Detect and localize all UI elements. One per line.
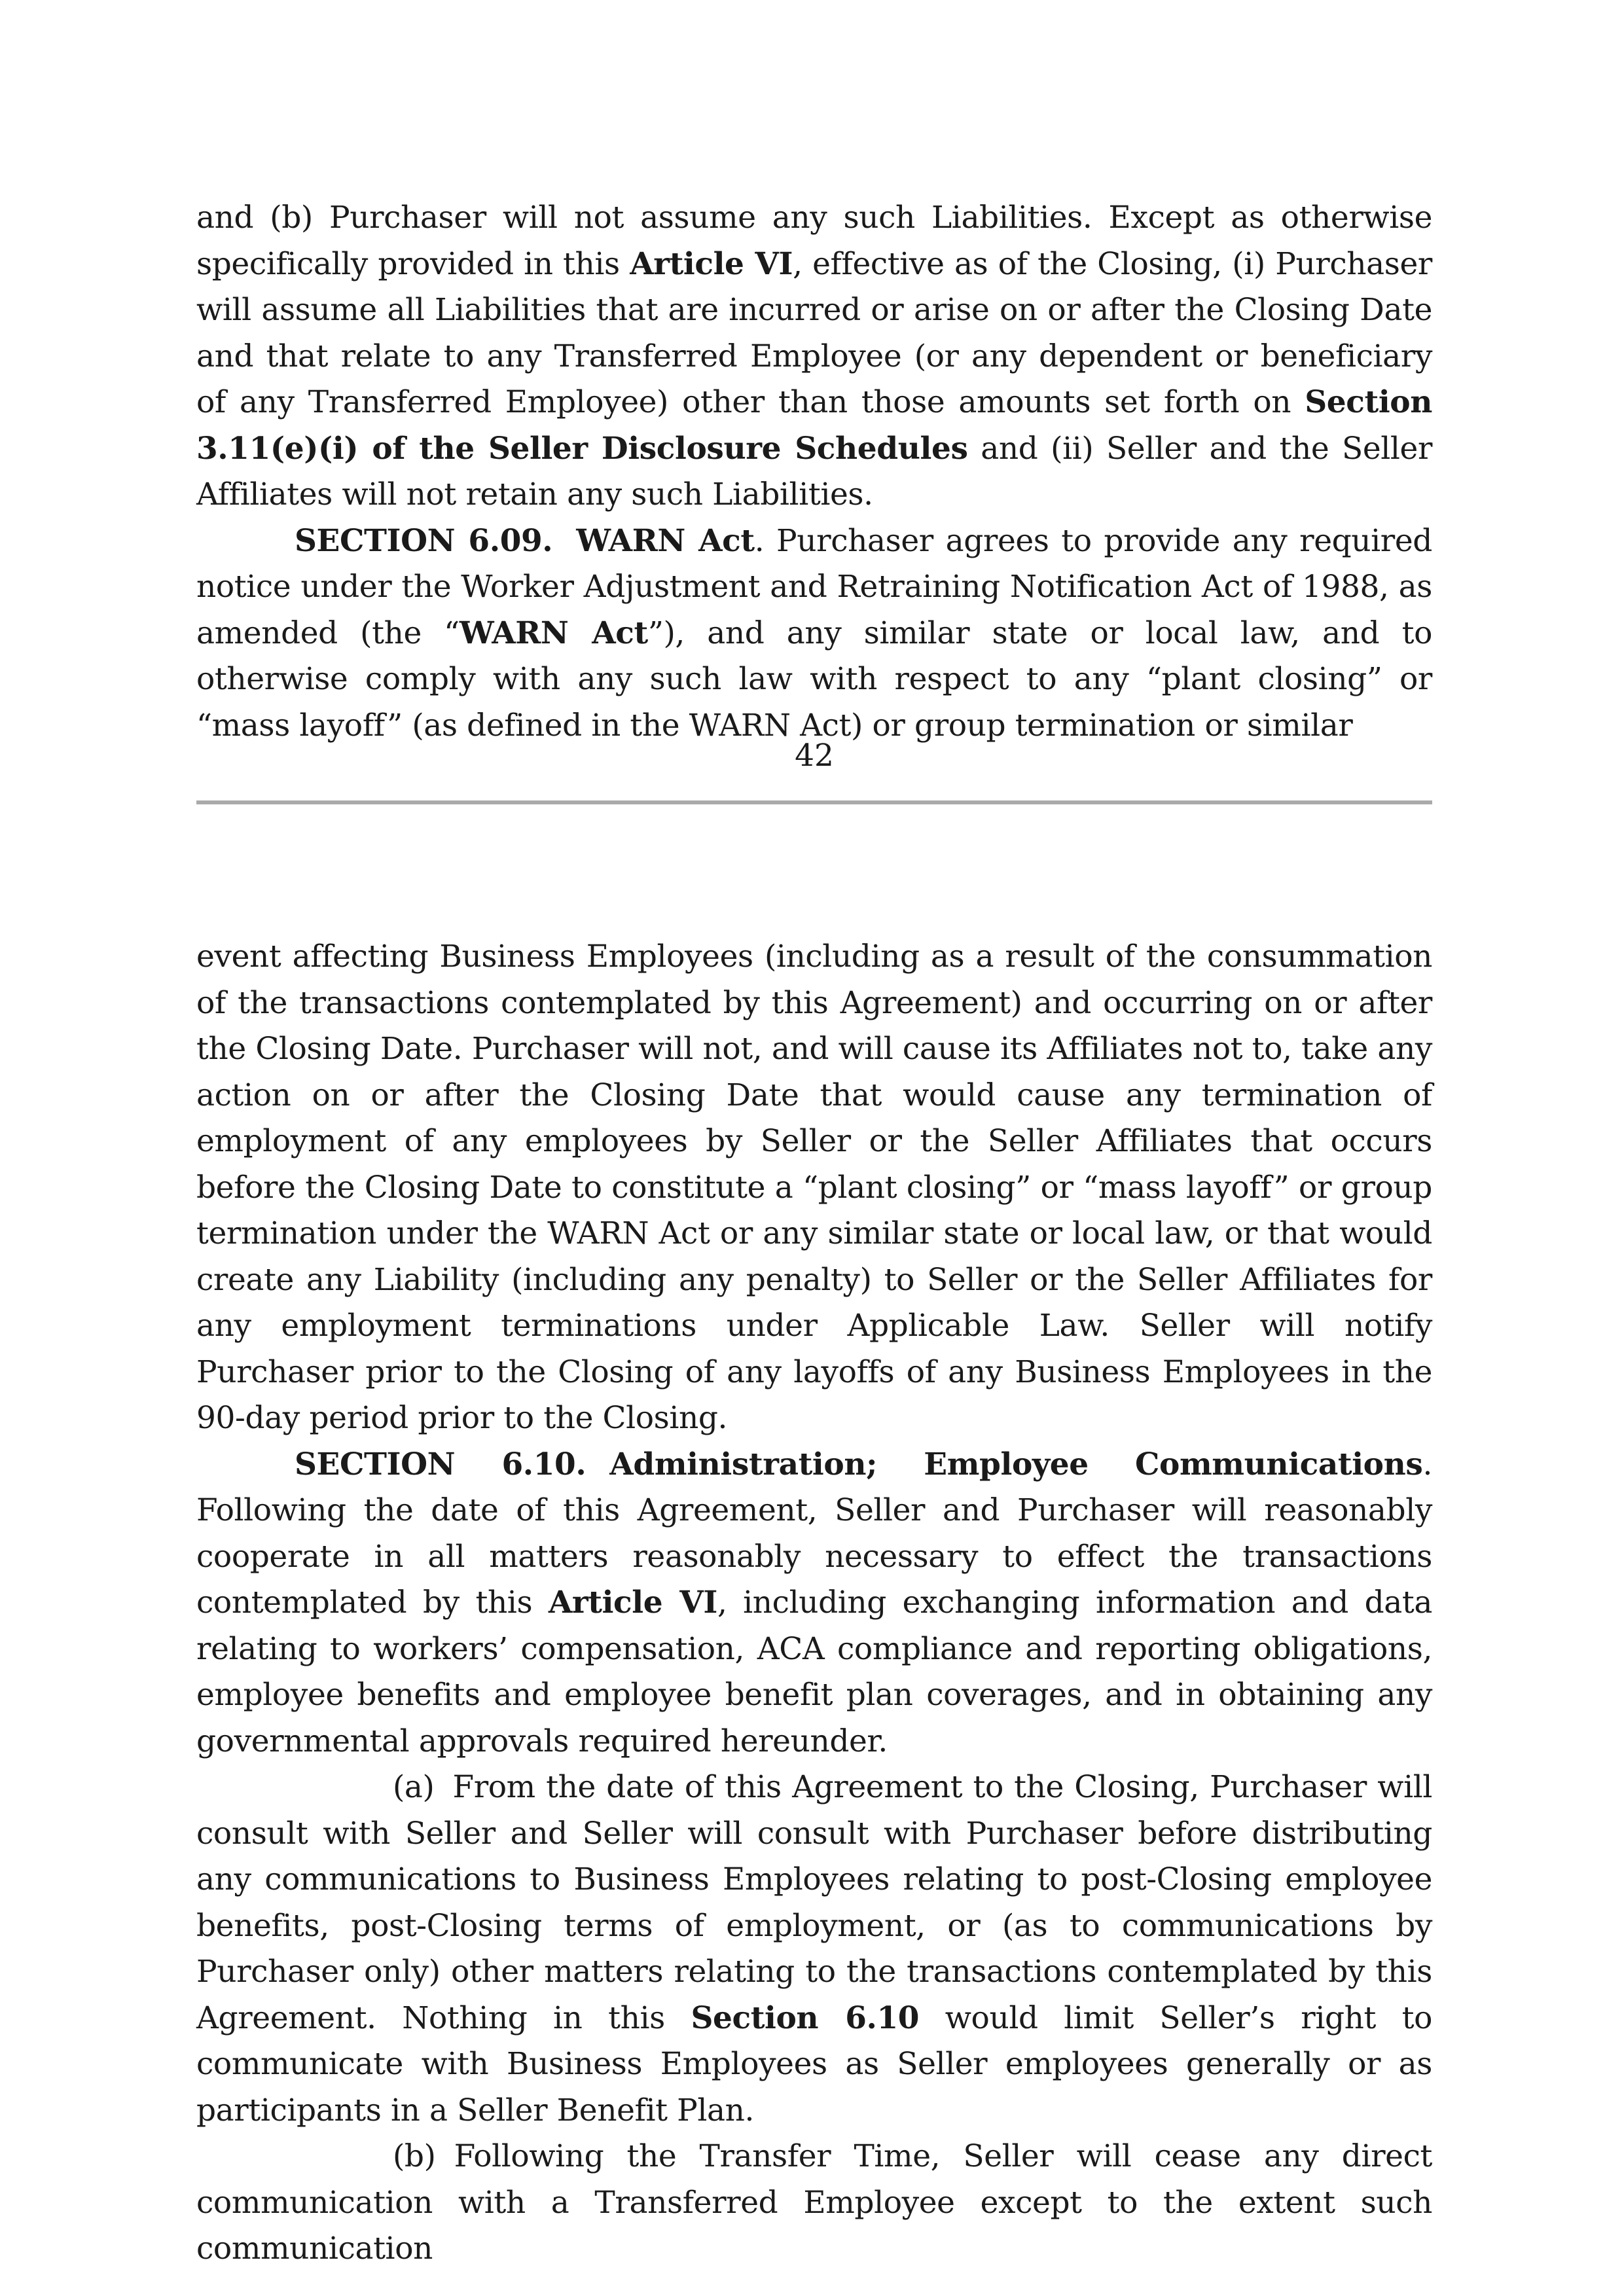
section-6-09-paragraph xyxy=(196,518,1432,749)
text-run: Following the Transfer Time, Seller will cease any direct communication with a Transferred Employee except to the extent such communication xyxy=(196,2138,1432,2267)
section-heading: Administration; Employee Communications xyxy=(609,1446,1423,1482)
text-run: and (b) Purchaser will not assume any such Liabilities. Except as otherwise specifically provided in this xyxy=(196,200,1432,282)
text-run: ”), and any similar state or local law, and to otherwise comply with any such law with respect to any “plant closing” or “mass layoff” (as defined in the WARN Act) or group termination or similar xyxy=(196,615,1432,744)
warn-act-defined-term: WARN Act xyxy=(459,615,648,651)
article-vi-reference: Article VI xyxy=(630,245,793,282)
paragraph-liabilities xyxy=(196,195,1432,518)
page-top-text xyxy=(196,195,1432,749)
text-run: . Purchaser agrees to provide any required notice under the Worker Adjustment and Retraining Notification Act of 1988, as amended (the “ xyxy=(196,522,1432,651)
subsection-a-paragraph xyxy=(196,1765,1432,2134)
page-bottom-text xyxy=(196,934,1432,2272)
disclosure-schedule-reference: Section 3.11(e)(i) of the Seller Disclosure Schedules xyxy=(196,384,1432,467)
section-6-10-paragraph xyxy=(196,1442,1432,1765)
subsection-label: (a) xyxy=(393,1769,435,1805)
text-run: , including exchanging information and data relating to workers’ compensation, ACA compliance and reporting obligations, employee benefits and employee benefit plan coverages, and in obtaining any governmental approvals required hereunder. xyxy=(196,1585,1433,1759)
page-number: 42 xyxy=(795,738,834,774)
text-run: . Following the date of this Agreement, Seller and Purchaser will reasonably cooperate in all matters reasonably necessary to effect the transactions contemplated by this xyxy=(196,1446,1432,1621)
section-number: SECTION 6.10. xyxy=(295,1446,586,1482)
article-vi-reference: Article VI xyxy=(548,1585,717,1621)
text-run: would limit Seller’s right to communicate with Business Employees as Seller employees generally or as participants in a Seller Benefit Plan. xyxy=(196,2000,1432,2128)
text-run: , effective as of the Closing, (i) Purchaser will assume all Liabilities that are incurred or arise on or after the Closing Date and that relate to any Transferred Employee (or any dependent or beneficiary of any Transferred Employee) other than those amounts set forth on xyxy=(196,245,1432,420)
text-run: From the date of this Agreement to the Closing, Purchaser will consult with Seller and Seller will consult with Purchaser before distributing any communications to Business Employees relating to post-Closing employee benefits, post-Closing terms of employment, or (as to communications by Purchaser only) other matters relating to the transactions contemplated by this Agreement. Nothing in this xyxy=(196,1769,1432,2036)
section-6-10-reference: Section 6.10 xyxy=(691,2000,920,2036)
text-run: and (ii) Seller and the Seller Affiliates will not retain any such Liabilities. xyxy=(196,430,1433,512)
page-break-divider xyxy=(196,800,1432,804)
section-heading: WARN Act xyxy=(576,522,755,559)
subsection-label: (b) xyxy=(393,2138,436,2174)
section-number: SECTION 6.09. xyxy=(295,522,553,559)
paragraph-warn-continuation: event affecting Business Employees (including as a result of the consummation of the transactions contemplated by this Agreement) and occurring on or after the Closing Date. Purchaser will not, and will cause its Affiliates not to, take any action on or after the Closing Date that would cause any termination of employment of any employees by Seller or the Seller Affiliates that occurs before the Closing Date to constitute a “plant closing” or “mass layoff” or group termination under the WARN Act or any similar state or local law, or that would create any Liability (including any penalty) to Seller or the Seller Affiliates for any employment terminations under Applicable Law. Seller will notify Purchaser prior to the Closing of any layoffs of any Business Employees in the 90-day period prior to the Closing. xyxy=(196,939,1432,1436)
subsection-b-paragraph xyxy=(196,2134,1432,2272)
